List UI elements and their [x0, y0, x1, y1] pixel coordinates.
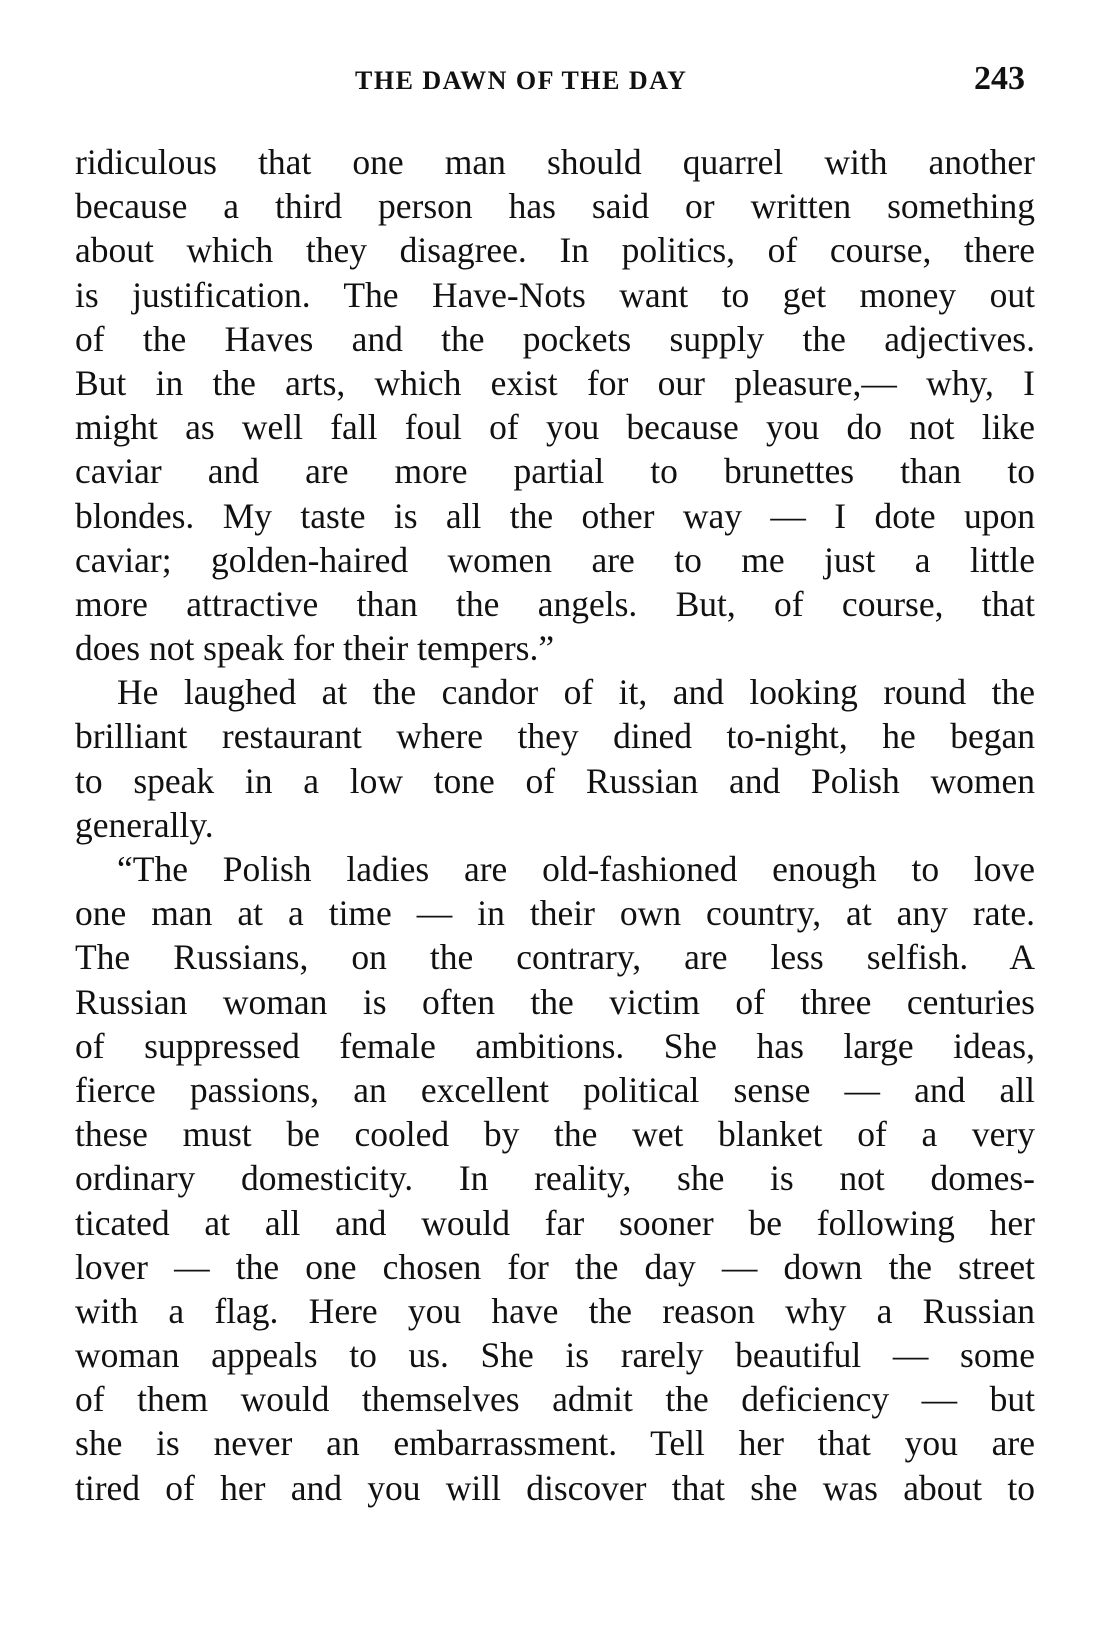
- text-line: about which they disagree. In politics, of course, there: [75, 230, 1035, 271]
- paragraph-start-line: “The Polish ladies are old-fashioned enough to love: [117, 849, 1035, 889]
- paragraph-end-line: does not speak for their tempers.”: [75, 628, 555, 669]
- text-line: is justification. The Have-Nots want to get money out: [75, 274, 1035, 315]
- text-line: these must be cooled by the wet blanket of a very: [75, 1114, 1035, 1155]
- text-line: The Russians, on the contrary, are less selfish. A: [75, 937, 1035, 978]
- text-line: tired of her and you will discover that she was about to: [75, 1467, 1035, 1508]
- paragraph-end-line: generally.: [75, 804, 214, 845]
- text-line: But in the arts, which exist for our pleasure,— why, I: [75, 362, 1035, 403]
- page-number: 243: [974, 60, 1025, 97]
- text-line: ordinary domesticity. In reality, she is not domes-: [75, 1158, 1035, 1199]
- text-line: might as well fall foul of you because you do not like: [75, 407, 1035, 448]
- text-line: more attractive than the angels. But, of course, that: [75, 583, 1035, 624]
- text-line: to speak in a low tone of Russian and Polish women: [75, 760, 1035, 801]
- running-title: THE DAWN OF THE DAY: [355, 66, 688, 95]
- text-line: lover — the one chosen for the day — down the street: [75, 1246, 1035, 1287]
- text-line: ticated at all and would far sooner be following her: [75, 1202, 1035, 1243]
- text-line: of the Haves and the pockets supply the adjectives.: [75, 318, 1035, 359]
- text-line: of them would themselves admit the deficiency — but: [75, 1379, 1035, 1420]
- text-line: Russian woman is often the victim of three centuries: [75, 981, 1035, 1022]
- text-line: brilliant restaurant where they dined to-night, he began: [75, 716, 1035, 757]
- running-head: [0, 62, 1111, 102]
- text-line: woman appeals to us. She is rarely beautiful — some: [75, 1335, 1035, 1376]
- text-line: one man at a time — in their own country, at any rate.: [75, 893, 1035, 934]
- text-line: blondes. My taste is all the other way — I dote upon: [75, 495, 1035, 536]
- body-text: [75, 140, 1035, 1510]
- text-line: because a third person has said or written something: [75, 186, 1035, 227]
- text-line: of suppressed female ambitions. She has large ideas,: [75, 1025, 1035, 1066]
- text-line: with a flag. Here you have the reason why a Russian: [75, 1290, 1035, 1331]
- text-line: fierce passions, an excellent political sense — and all: [75, 1069, 1035, 1110]
- text-line: caviar and are more partial to brunettes than to: [75, 451, 1035, 492]
- text-line: caviar; golden-haired women are to me just a little: [75, 539, 1035, 580]
- text-line: ridiculous that one man should quarrel with another: [75, 142, 1035, 182]
- paragraph-start-line: He laughed at the candor of it, and looking round the: [117, 672, 1035, 713]
- text-line: she is never an embarrassment. Tell her that you are: [75, 1423, 1035, 1464]
